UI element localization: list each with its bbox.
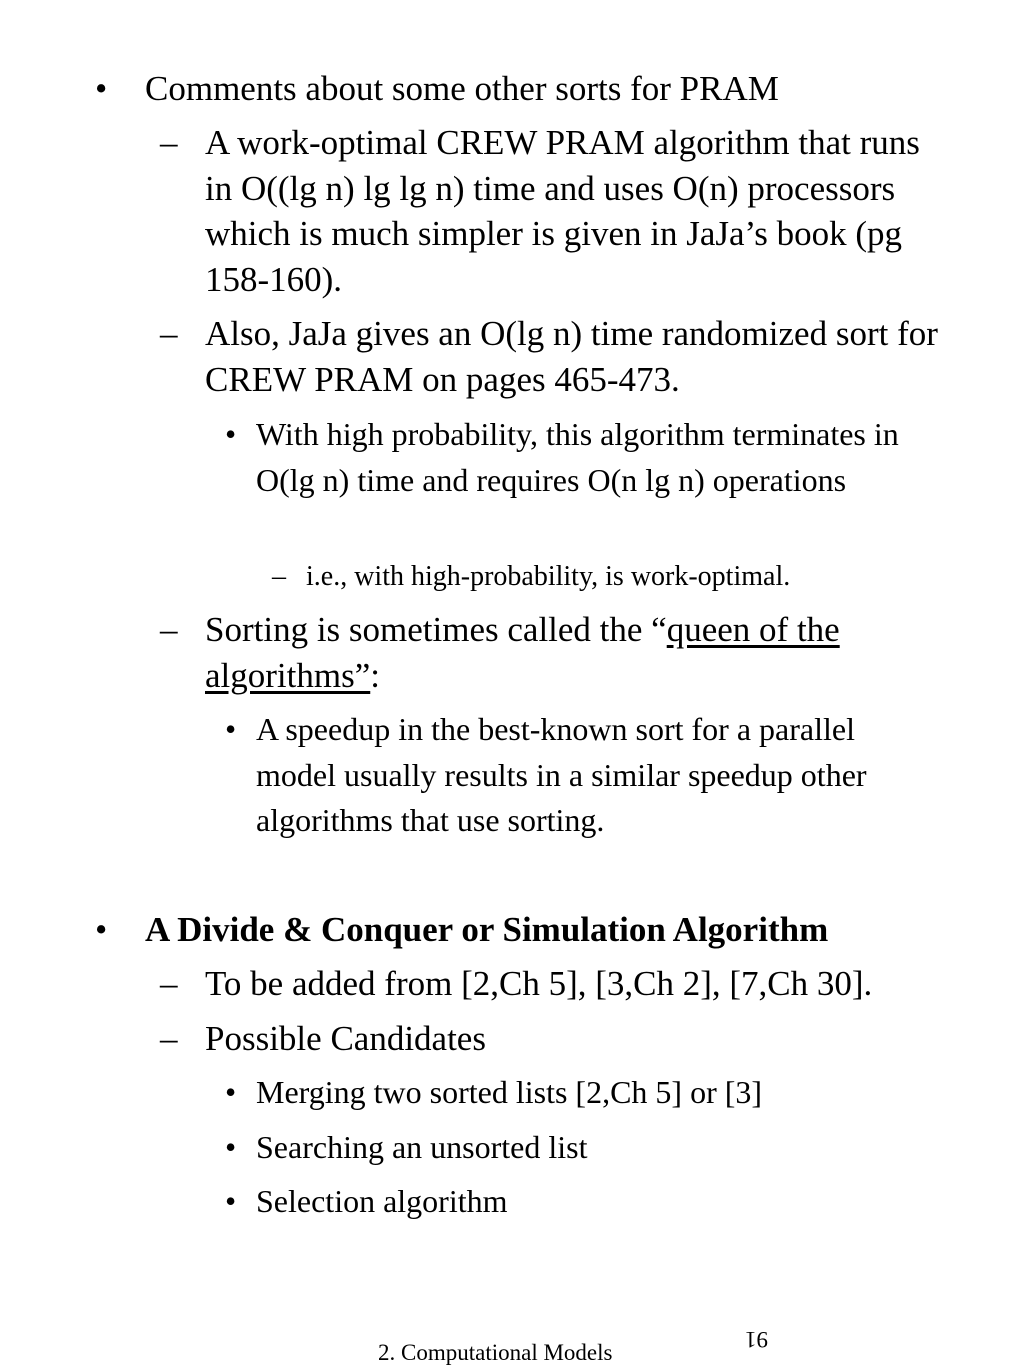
level4-text: i.e., with high-probability, is work-optimal. (306, 561, 791, 592)
subbullet-text (205, 607, 950, 698)
subbullet-text: Also, JaJa gives an O(lg n) time randomized sort for CREW PRAM on pages 465-473. (205, 314, 938, 399)
subsubbullet-text: A speedup in the best-known sort for a parallel model usually results in a similar speedup other algorithms that use sorting. (256, 711, 867, 838)
dash-marker: – (160, 610, 178, 649)
subsubbullet-speedup (225, 707, 925, 844)
dash-marker: – (272, 561, 286, 592)
level4-work-optimal-note (272, 558, 932, 596)
candidate-text: Selection algorithm (256, 1183, 508, 1219)
subsubbullet-high-probability (225, 412, 925, 503)
dash-marker: – (160, 1019, 178, 1058)
subbullet-text: A work-optimal CREW PRAM algorithm that runs in O((lg n) lg lg n) time and uses O(n) processors which is much simpler is given in JaJa’s book (pg 158-160). (205, 123, 920, 299)
dash-marker: – (160, 123, 178, 162)
subbullet-possible-candidates (160, 1016, 950, 1062)
dash-marker: – (160, 314, 178, 353)
bullet-marker: • (225, 1074, 237, 1110)
text-after: : (370, 655, 380, 695)
footer-title: 2. Computational Models (378, 1340, 613, 1365)
subbullet-work-optimal-crew (160, 120, 950, 302)
bullet-comments-other-sorts (95, 66, 975, 111)
underlined-phrase: queen of the algorithms” (205, 610, 840, 695)
bullet-marker: • (95, 910, 108, 949)
bullet-marker: • (95, 69, 108, 108)
bullet-marker: • (225, 711, 237, 747)
bullet-marker: • (225, 1183, 237, 1219)
candidate-item (225, 1179, 925, 1225)
subbullet-text: To be added from [2,Ch 5], [3,Ch 2], [7,Ch 30]. (205, 964, 873, 1003)
subbullet-to-be-added (160, 961, 950, 1007)
subsubbullet-text: With high probability, this algorithm terminates in O(lg n) time and requires O(n lg n) operations (256, 416, 899, 498)
bullet-text: A Divide & Conquer or Simulation Algorithm (145, 910, 829, 949)
dash-marker: – (160, 964, 178, 1003)
candidate-item (225, 1125, 925, 1171)
subbullet-text: Possible Candidates (205, 1019, 486, 1058)
bullet-text: Comments about some other sorts for PRAM (145, 69, 779, 108)
candidate-text: Merging two sorted lists [2,Ch 5] or [3] (256, 1074, 763, 1110)
candidate-text: Searching an unsorted list (256, 1129, 588, 1165)
bullet-marker: • (225, 1129, 237, 1165)
subbullet-jaja-randomized-sort (160, 311, 950, 402)
page-number: 91 (745, 1327, 768, 1352)
text-before: Sorting is sometimes called the “ (205, 610, 667, 649)
bullet-marker: • (225, 416, 237, 452)
bullet-divide-conquer (95, 907, 975, 952)
subbullet-queen-of-algorithms (160, 607, 950, 698)
candidate-item (225, 1070, 925, 1116)
